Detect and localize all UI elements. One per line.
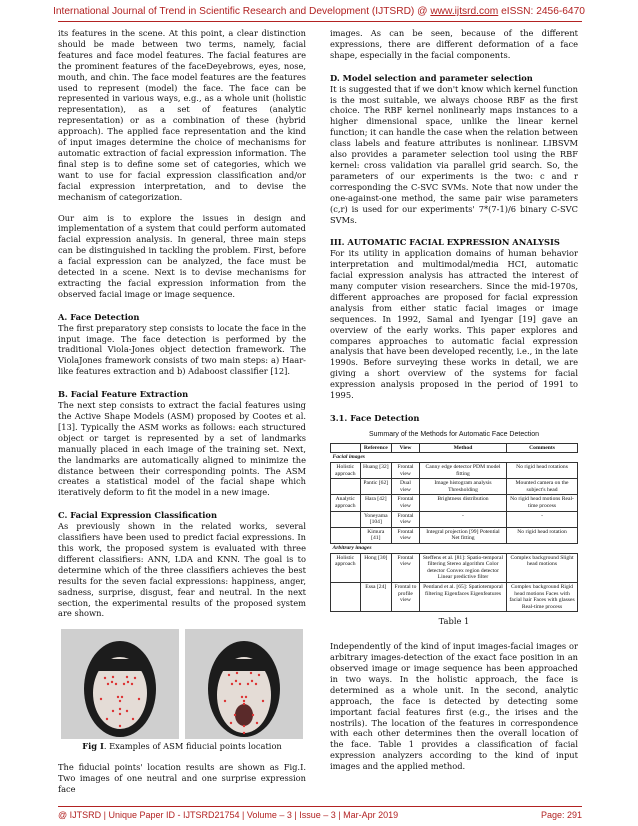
table-header-method: Method [419, 443, 506, 453]
right-column [330, 28, 578, 782]
table-cell: No rigid head motions Real-time process [507, 495, 578, 511]
table-cell [331, 479, 361, 495]
table-cell: Mounted camera on the subject's head [507, 479, 578, 495]
paragraph: Independently of the kind of input images-facial images or arbitrary images-detection of the exact face position in an observed image or image sequence has been approached in two ways. In the holistic approach, the face is determined as a whole unit. In the second, analytic approach, the face is detected by detecting some important facial features first (e.g., the irises and the nostrils). The location of the features in correspondence with each other determines then the overall location of the face. Table 1 provides a classification of facial expression analyzers according to the kind of input images and the applied method. [330, 641, 578, 772]
page-number: Page: 291 [540, 810, 582, 820]
table-caption: Table 1 [438, 616, 470, 627]
table-cell: Hong [30] [360, 553, 391, 582]
table-row [331, 527, 578, 543]
table-cell: Complex background Slight head motions [507, 553, 578, 582]
table-cell: Huang [32] [360, 463, 391, 479]
paragraph: As previously shown in the related works, several classifiers have been used to predict facial expressions. In this work, the proposed system is evaluated with three different classifiers: ANN, LDA and KNN. The goal is to determine which of the three classifiers achieves the best results for the seven facial expressions: happiness, anger, sadness, surprise, disgust, fear and neutral. In the next section, the experimental results of the proposed system are shown. [58, 521, 306, 619]
paragraph: For its utility in application domains of human behavior interpretation and multimodal/media HCI, automatic facial expression analysis has attracted the interest of many computer vision researchers. Since the mid-1970s, different approaches are proposed for facial expression analysis from either static facial images or image sequences. In 1992, Samal and Iyengar [19] gave an overview of the early works. This paper explores and compares approaches to automatic facial expression analysis that have been developed recently, i.e., in the late 1990s. Before surveying these works in detail, we are giving a short overview of the systems for facial expression analysis proposed in the period of 1991 to 1995. [330, 248, 578, 401]
table-group-facial-images: Facial images [331, 453, 578, 463]
table-cell: Frontal view [392, 511, 420, 527]
table-cell: Hara [42] [360, 495, 391, 511]
table-cell: - [507, 511, 578, 527]
paragraph: Our aim is to explore the issues in design and implementation of a system that could perform automated facial expression analysis. In general, three main steps can be distinguished in tackling the problem. First, before a facial expression can be analyzed, the face must be detected in a scene. Next is to devise mechanisms for extracting the facial expression information from the observed facial image or image sequence. [58, 212, 306, 299]
paragraph: its features in the scene. At this point, a clear distinction should be made between two terms, namely, facial features and face model features. The facial features are the prominent features of the faceDeyebrows, eyes, nose, mouth, and chin. The face model features are the features used to represent (model) the face. The face can be represented in various ways, e.g., as a whole unit (holistic representation), as a set of features (analytic representation) or as a combination of these (hybrid approach). The applied face representation and the kind of input images determine the choice of mechanisms for automatic extraction of facial expression information. The final step is to define some set of categories, which we want to use for facial expression classification and/or facial expression interpretation, and to devise the mechanism of categorization. [58, 28, 306, 202]
journal-header [0, 6, 638, 17]
table-cell: Frontal view [392, 553, 420, 582]
table-row [331, 511, 578, 527]
footer-rule [58, 806, 582, 807]
figure-label: Fig I [82, 741, 104, 752]
table-cell: Dual view [392, 479, 420, 495]
table-cell: Frontal view [392, 527, 420, 543]
table-cell: - [419, 511, 506, 527]
table-cell: Canny edge detector PDM model fitting [419, 463, 506, 479]
table-row [331, 479, 578, 495]
table-cell: No rigid head rotation [507, 527, 578, 543]
section-heading-face-detection: A. Face Detection [58, 311, 140, 322]
table-cell: Holistic approach [331, 553, 361, 582]
figure-caption [58, 741, 306, 752]
surprise-face-image [185, 629, 303, 739]
table-cell: Frontal to profile view [392, 582, 420, 611]
section-heading-automatic-analysis: III. AUTOMATIC FACIAL EXPRESSION ANALYSIS [330, 237, 560, 248]
table-header-reference: Reference [360, 443, 391, 453]
paragraph: images. As can be seen, because of the different expressions, there are different deformation of a face shape, especially in the facial components. [330, 28, 578, 60]
table-cell [331, 527, 361, 543]
header-issn: eISSN: 2456-6470 [498, 6, 585, 17]
table-cell: Integral projection [99] Potential Net fitting [419, 527, 506, 543]
table-cell: Image histogram analysis Thresholding [419, 479, 506, 495]
table-cell: Essa [24] [360, 582, 391, 611]
left-column [58, 28, 306, 805]
table-title: Summary of the Methods for Automatic Face Detection [368, 430, 540, 438]
table-cell: Pantic [62] [360, 479, 391, 495]
table-row [331, 553, 578, 582]
table-cell: Frontal view [392, 463, 420, 479]
table-cell: Steffens et al. [81]: Spatio-temporal filtering Stereo algorithm Color detector Convex region detector Linear predictive filter [419, 553, 506, 582]
figure-caption-text: . Examples of ASM fiducial points location [103, 741, 282, 752]
section-heading-model-selection: D. Model selection and parameter selection [330, 72, 533, 83]
table-cell [331, 582, 361, 611]
methods-table [330, 443, 578, 612]
paragraph: It is suggested that if we don't know which kernel function is the most suitable, we always choose RBF as the first choice. The RBF kernel nonlinearly maps instances to a higher dimensional space, unlike the linear kernel function; it can handle the case when the relation between class labels and feature attributes is nonlinear. LIBSVM also provides a parameter selection tool using the RBF kernel: cross validation via parallel grid search. So, the parameters of our experiments is the two: c and r corresponding the C-SVC SVMs. Note that now under the one-against-one method, the same pair wise parameters (c,r) is used for our experiments' 7*(7-1)/6 binary C-SVC SVMs. [330, 83, 578, 225]
table-cell: Complex background Rigid head motions Faces with facial hair Faces with glasses Real-time process [507, 582, 578, 611]
table-cell: No rigid head rotations [507, 463, 578, 479]
page-footer [58, 810, 582, 820]
table-cell: Frontal view [392, 495, 420, 511]
table-row [331, 495, 578, 511]
section-heading-expression-classification: C. Facial Expression Classification [58, 510, 217, 521]
table-cell [331, 511, 361, 527]
table-header-comments: Comments [507, 443, 578, 453]
footer-citation: @ IJTSRD | Unique Paper ID - IJTSRD21754 | Volume – 3 | Issue – 3 | Mar-Apr 2019 [58, 810, 399, 820]
header-rule [58, 21, 582, 22]
table-header-view: View [392, 443, 420, 453]
table-group-arbitrary-images: Arbitrary images [331, 543, 578, 553]
table-row [331, 582, 578, 611]
face-detection-summary-table [330, 430, 578, 627]
header-prefix: International Journal of Trend in Scientific Research and Development (IJTSRD) @ [53, 6, 431, 17]
table-cell: Analytic approach [331, 495, 361, 511]
paragraph: The fiducial points' location results are shown as Fig.I. Two images of one neutral and one surprise expression face [58, 762, 306, 795]
table-row [331, 463, 578, 479]
paragraph: The first preparatory step consists to locate the face in the input image. The face detection is performed by the traditional Viola-Jones object detection framework. The ViolaJones framework consists of two main steps: a) Haar-like features extraction and b) Adaboost classifier [12]. [58, 322, 306, 377]
table-header-approach [331, 443, 361, 453]
neutral-face-image [61, 629, 179, 739]
table-cell: Holistic approach [331, 463, 361, 479]
table-cell: Pentland et al. [65]: Spatiotemporal filtering Eigenfaces Eigenfeatures [419, 582, 506, 611]
table-cell: Yoneyama [104] [360, 511, 391, 527]
table-cell: Kimura [41] [360, 527, 391, 543]
section-heading-feature-extraction: B. Facial Feature Extraction [58, 389, 189, 400]
table-cell: Brightness distribution [419, 495, 506, 511]
section-heading-3-1-face-detection: 3.1. Face Detection [330, 413, 420, 423]
journal-link[interactable]: www.ijtsrd.com [430, 6, 499, 17]
figure-asm-points [58, 629, 306, 739]
paragraph: The next step consists to extract the facial features using the Active Shape Models (ASM) proposed by Cootes et al. [13]. Typically the ASM works as follows: each structured object or target is represented by a set of landmarks manually placed in each image of the training set. Next, the landmarks are automatically aligned to minimize the distance between their corresponding points. The ASM creates a statistical model of the facial shape which iteratively deform to fit the model in a new image. [58, 400, 306, 498]
